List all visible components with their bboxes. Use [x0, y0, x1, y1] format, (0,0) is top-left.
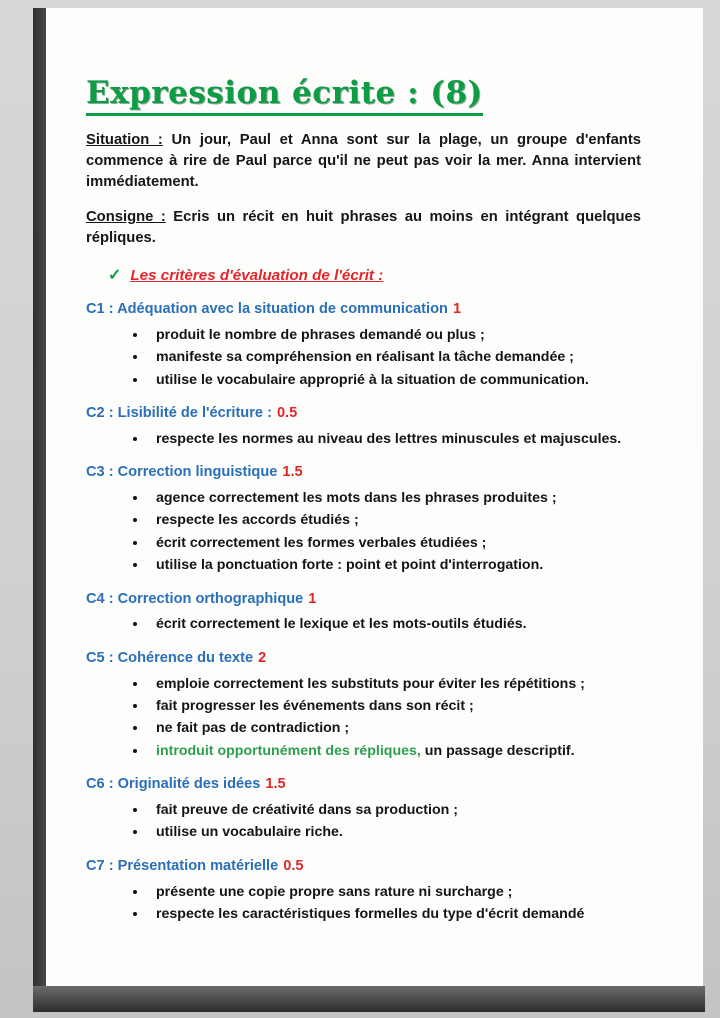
criterion-label: C2 : Lisibilité de l'écriture : [86, 405, 272, 422]
item-text: respecte les normes au niveau des lettres minuscules et majuscules. [156, 430, 622, 447]
item-text: agence correctement les mots dans les phrases produites ; [156, 489, 557, 506]
criterion-label: C3 : Correction linguistique [86, 464, 278, 481]
item-text: ne fait pas de contradiction ; [156, 720, 350, 737]
criterion-section [86, 855, 641, 924]
item-text: un passage descriptif. [424, 742, 575, 759]
criterion-section [86, 773, 641, 842]
criterion-item [148, 801, 641, 819]
item-text: présente une copie propre sans rature ni surcharge ; [156, 883, 513, 900]
criterion-section [86, 461, 641, 575]
criterion-items [148, 801, 641, 842]
criterion-item [148, 326, 641, 344]
item-text: utilise le vocabulaire approprié à la situation de communication. [156, 371, 589, 388]
criterion-items [148, 489, 641, 575]
page-left-shadow [33, 8, 46, 1008]
criterion-item [148, 615, 641, 633]
item-text: emploie correctement les substituts pour éviter les répétitions ; [156, 675, 585, 692]
criterion-items [148, 615, 641, 633]
criterion-points: 1.5 [265, 776, 286, 793]
situation-paragraph [86, 130, 641, 193]
criterion-item [148, 742, 641, 760]
situation-label: Situation : [86, 132, 163, 148]
criterion-item [148, 556, 641, 574]
criterion-item [148, 675, 641, 693]
criterion-item [148, 697, 641, 715]
criterion-points: 2 [258, 649, 267, 666]
criteria-list [86, 298, 641, 924]
criterion-items [148, 326, 641, 389]
criterion-item [148, 430, 641, 448]
criterion-item [148, 489, 641, 507]
criteria-heading-text: Les critères d'évaluation de l'écrit : [130, 267, 384, 284]
consigne-text: Ecris un récit en huit phrases au moins en intégrant quelques répliques. [86, 209, 641, 246]
item-text: écrit correctement les formes verbales étudiées ; [156, 534, 487, 551]
checkmark-icon: ✓ [108, 267, 122, 284]
criterion-item [148, 883, 641, 901]
situation-text: Un jour, Paul et Anna sont sur la plage, un groupe d'enfants commence à rire de Paul parce qu'il ne peut pas voir la mer. Anna intervient immédiatement. [86, 132, 641, 190]
criterion-label: C4 : Correction orthographique [86, 590, 304, 607]
criterion-item [148, 905, 641, 923]
criterion-points: 1 [452, 301, 462, 317]
consigne-paragraph [86, 207, 641, 249]
page-title: Expression écrite : (8) [86, 75, 483, 116]
criterion-section [86, 647, 641, 761]
criterion-points: 1.5 [282, 464, 303, 481]
criterion-points: 0.5 [283, 857, 304, 874]
criterion-item [148, 348, 641, 366]
consigne-label: Consigne : [86, 209, 166, 225]
item-text: écrit correctement le lexique et les mots-outils étudiés. [156, 616, 527, 633]
criterion-heading [86, 773, 641, 795]
page-title-row [86, 74, 641, 116]
criterion-points: 0.5 [276, 405, 298, 422]
criterion-section [86, 402, 641, 448]
criterion-items [148, 883, 641, 924]
item-text: utilise la ponctuation forte : point et point d'interrogation. [156, 557, 544, 574]
item-text: fait preuve de créativité dans sa production ; [156, 802, 458, 819]
criterion-section [86, 298, 641, 389]
document-page [46, 8, 703, 986]
page-bottom-shadow [33, 986, 705, 1012]
criterion-item [148, 719, 641, 737]
criterion-heading [86, 647, 641, 669]
criterion-item [148, 511, 641, 529]
criterion-heading [86, 461, 641, 483]
item-text: fait progresser les événements dans son récit ; [156, 697, 474, 714]
criterion-section [86, 588, 641, 634]
criterion-points: 1 [308, 590, 317, 607]
criterion-label: C1 : Adéquation avec la situation de communication [86, 301, 448, 317]
criterion-heading [86, 588, 641, 610]
criterion-label: C5 : Cohérence du texte [86, 649, 254, 666]
criterion-label: C7 : Présentation matérielle [86, 857, 279, 874]
criterion-items [148, 430, 641, 448]
criterion-heading [86, 298, 641, 320]
item-text: utilise un vocabulaire riche. [156, 824, 343, 841]
criterion-item [148, 823, 641, 841]
criterion-label: C6 : Originalité des idées [86, 776, 261, 793]
item-text: manifeste sa compréhension en réalisant la tâche demandée ; [156, 349, 574, 366]
criterion-item [148, 534, 641, 552]
criterion-item [148, 371, 641, 389]
item-text: respecte les caractéristiques formelles du type d'écrit demandé [156, 906, 585, 923]
item-highlight-text: introduit opportunément des répliques, [156, 742, 421, 759]
item-text: respecte les accords étudiés ; [156, 512, 359, 529]
criterion-items [148, 675, 641, 761]
criterion-heading [86, 402, 641, 424]
item-text: produit le nombre de phrases demandé ou plus ; [156, 326, 485, 343]
criterion-heading [86, 855, 641, 877]
criteria-heading [108, 265, 641, 285]
